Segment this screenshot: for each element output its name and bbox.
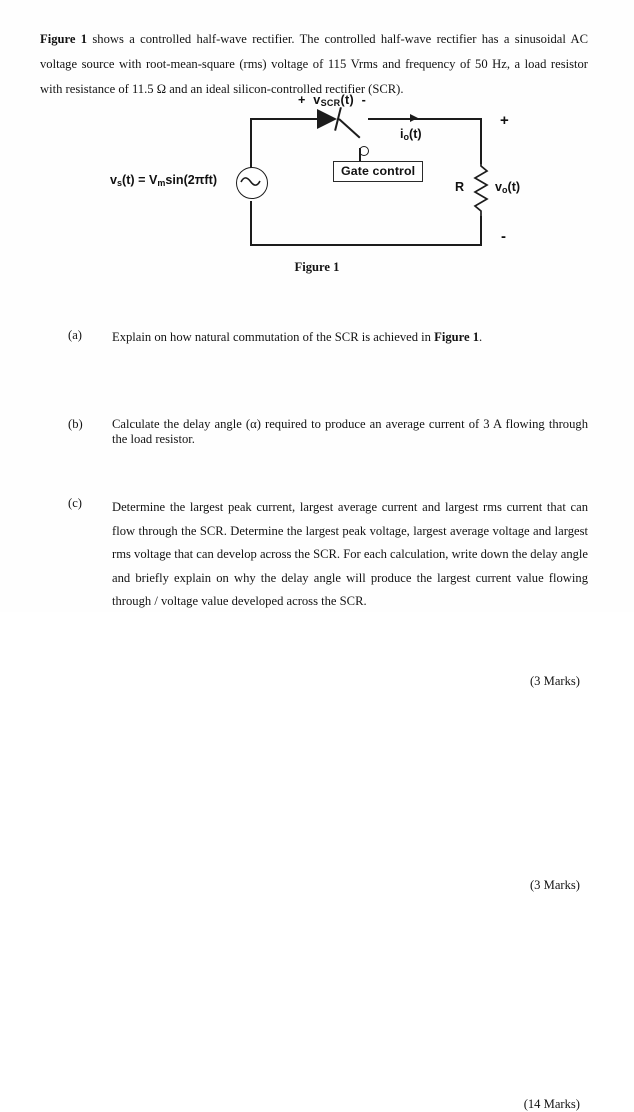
output-current-label xyxy=(400,127,422,142)
question-a-text-post: . xyxy=(479,330,483,344)
intro-figure-reference: Figure 1 xyxy=(40,31,88,46)
wire-left-lower xyxy=(250,201,252,245)
current-direction-arrow-icon xyxy=(410,114,418,122)
question-a-text-pre: Explain on how natural commutation of the SCR is achieved in xyxy=(112,330,435,344)
scr-voltage-label xyxy=(298,93,366,108)
output-polarity-minus: - xyxy=(501,228,506,245)
source-sine-term: sin(2πft) xyxy=(165,173,218,187)
current-i: i xyxy=(400,127,404,141)
circuit-diagram xyxy=(110,90,550,255)
resistor-symbol-icon xyxy=(473,162,489,218)
question-a-label: (a) xyxy=(68,328,82,342)
source-expression-label xyxy=(110,173,217,188)
question-b-marks: (3 Marks) xyxy=(529,878,580,892)
ac-source-icon xyxy=(236,167,268,199)
wire-bottom xyxy=(250,244,482,246)
resistor-label: R xyxy=(455,180,465,194)
wire-right-lower xyxy=(480,216,482,245)
output-voltage-v: v xyxy=(495,180,503,194)
wire-top-right xyxy=(368,118,480,120)
current-arg: (t) xyxy=(409,127,422,141)
wire-left-upper xyxy=(250,118,252,169)
source-subscript: s xyxy=(117,178,123,188)
wire-right-upper xyxy=(480,118,482,164)
current-subscript: o xyxy=(403,132,409,142)
figure-1-block xyxy=(0,90,634,280)
question-a-figure-reference: Figure 1 xyxy=(434,330,480,344)
source-subscript-m: m xyxy=(157,178,166,188)
scr-gate-lead xyxy=(338,118,360,138)
question-c-label: (c) xyxy=(68,496,82,510)
output-voltage-subscript: o xyxy=(502,185,508,195)
scr-voltage-minus: - xyxy=(361,93,367,107)
output-voltage-arg: (t) xyxy=(507,180,521,194)
scr-symbol-icon xyxy=(315,104,371,134)
intro-text: shows a controlled half-wave rectifier. The controlled half-wave rectifier has a sinusoidal AC voltage source with root-mean-square (rms) voltage of 115 Vrms and frequency of 50 Hz, a load resistor with resistance of 11.5 Ω and an ideal silicon-controlled rectifier (SCR). xyxy=(40,31,588,96)
output-voltage-label xyxy=(495,180,520,195)
question-a-marks: (3 Marks) xyxy=(529,674,580,688)
scr-voltage-v: v xyxy=(313,93,321,107)
gate-lead-vertical xyxy=(359,148,361,162)
source-v: v xyxy=(110,173,118,187)
source-equals-vm: (t) = V xyxy=(122,173,158,187)
question-a-text xyxy=(112,328,588,346)
figure-caption: Figure 1 xyxy=(294,260,340,274)
question-c-text: Determine the largest peak current, largest average current and largest rms current that can flow through the SCR. Determine the largest peak voltage, largest average voltage and largest rms voltage that can develop across the SCR. For each calculation, write down the delay angle and briefly explain on why the delay angle will produce the largest current value flowing through / voltage value developed across the SCR. xyxy=(112,500,588,608)
output-polarity-plus: + xyxy=(500,112,509,129)
wire-top-left xyxy=(250,118,320,120)
gate-control-box: Gate control xyxy=(333,161,423,182)
scr-voltage-subscript: SCR xyxy=(320,98,341,108)
question-b-text: Calculate the delay angle (α) required to produce an average current of 3 A flowing through the load resistor. xyxy=(112,417,588,446)
question-b-label: (b) xyxy=(68,417,83,431)
scr-voltage-arg: (t) xyxy=(340,93,354,107)
question-c-marks: (14 Marks) xyxy=(523,1097,580,1111)
scr-voltage-plus: + xyxy=(298,93,306,107)
